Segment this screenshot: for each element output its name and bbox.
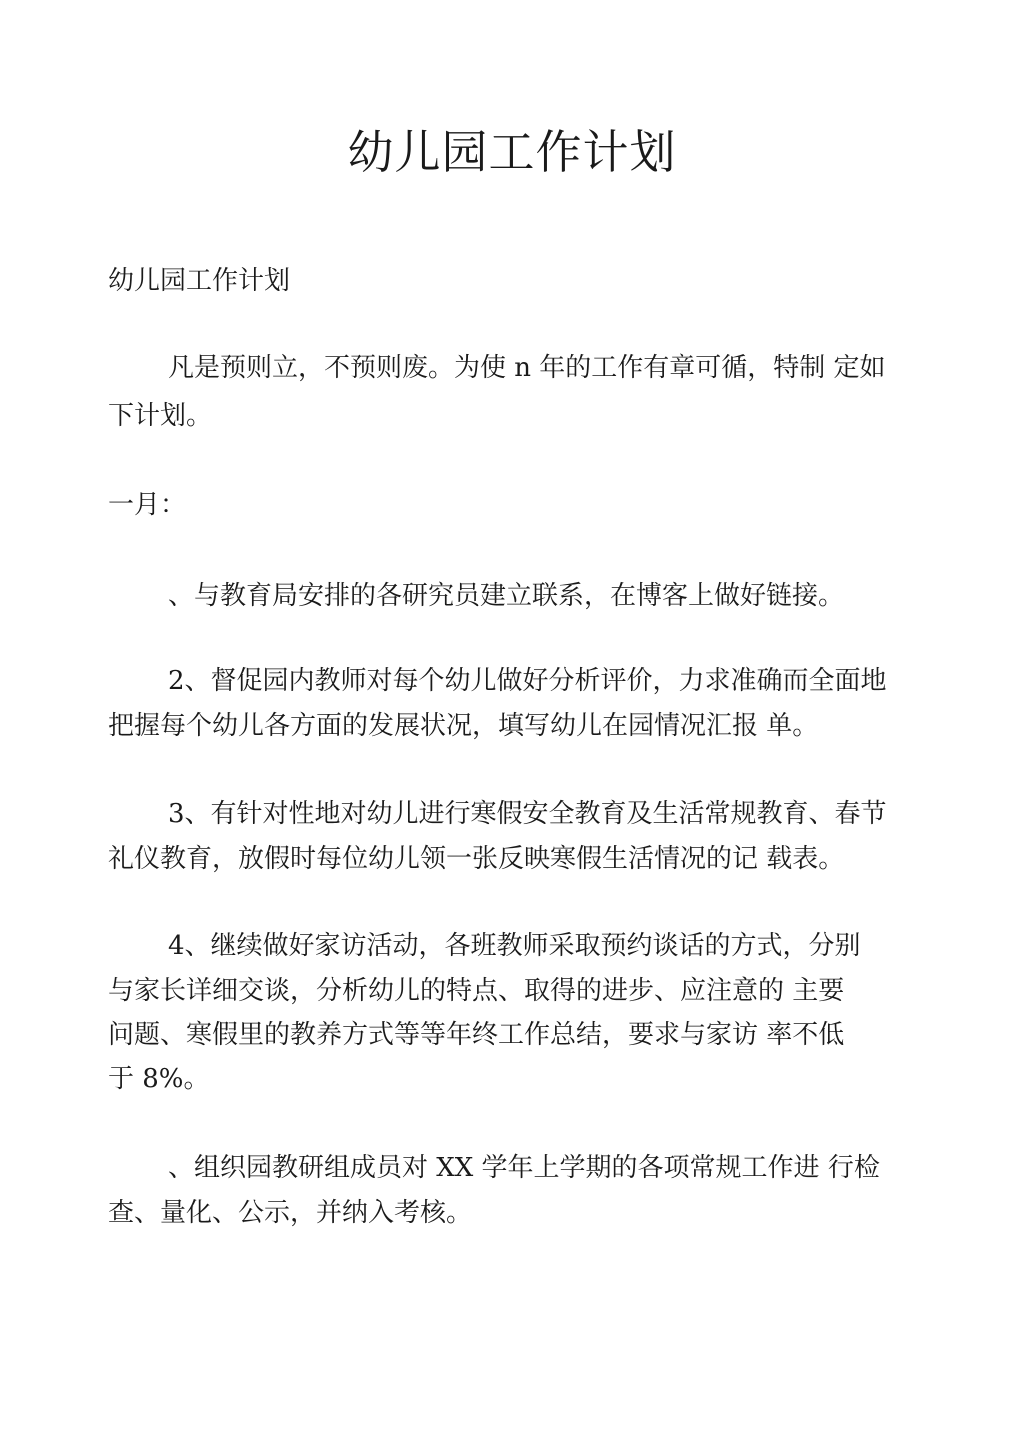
month-heading: 一月： (108, 490, 187, 520)
item-3-line-2: 礼仪教育，放假时每位幼儿领一张反映寒假生活情况的记 载表。 (108, 844, 845, 874)
document-title: 幼儿园工作计划 (347, 125, 677, 179)
item-4-line-3: 问题、寒假里的教养方式等等年终工作总结，要求与家访 率不低 (108, 1020, 845, 1050)
item-2-line-2: 把握每个幼儿各方面的发展状况，填写幼儿在园情况汇报 单。 (108, 711, 819, 741)
item-4-line-4: 于 8%。 (108, 1064, 210, 1094)
item-4-line-1: 4、继续做好家访活动，各班教师采取预约谈话的方式，分别 (168, 931, 861, 961)
item-5-line-1: 、组织园教研组成员对 XX 学年上学期的各项常规工作进 行检 (168, 1153, 880, 1183)
item-2-line-1: 2、督促园内教师对每个幼儿做好分析评价，力求准确而全面地 (168, 666, 887, 696)
intro-line-2: 下计划。 (108, 401, 213, 431)
item-4-line-2: 与家长详细交谈，分析幼儿的特点、取得的进步、应注意的 主要 (108, 976, 845, 1006)
document-subtitle: 幼儿园工作计划 (108, 266, 291, 296)
item-5-line-2: 查、量化、公示，并纳入考核。 (108, 1198, 473, 1228)
item-3-line-1: 3、有针对性地对幼儿进行寒假安全教育及生活常规教育、春节 (168, 799, 887, 829)
item-1-line-1: 、与教育局安排的各研究员建立联系，在博客上做好链接。 (168, 581, 845, 611)
intro-line-1: 凡是预则立，不预则废。为使 n 年的工作有章可循，特制 定如 (168, 353, 886, 383)
